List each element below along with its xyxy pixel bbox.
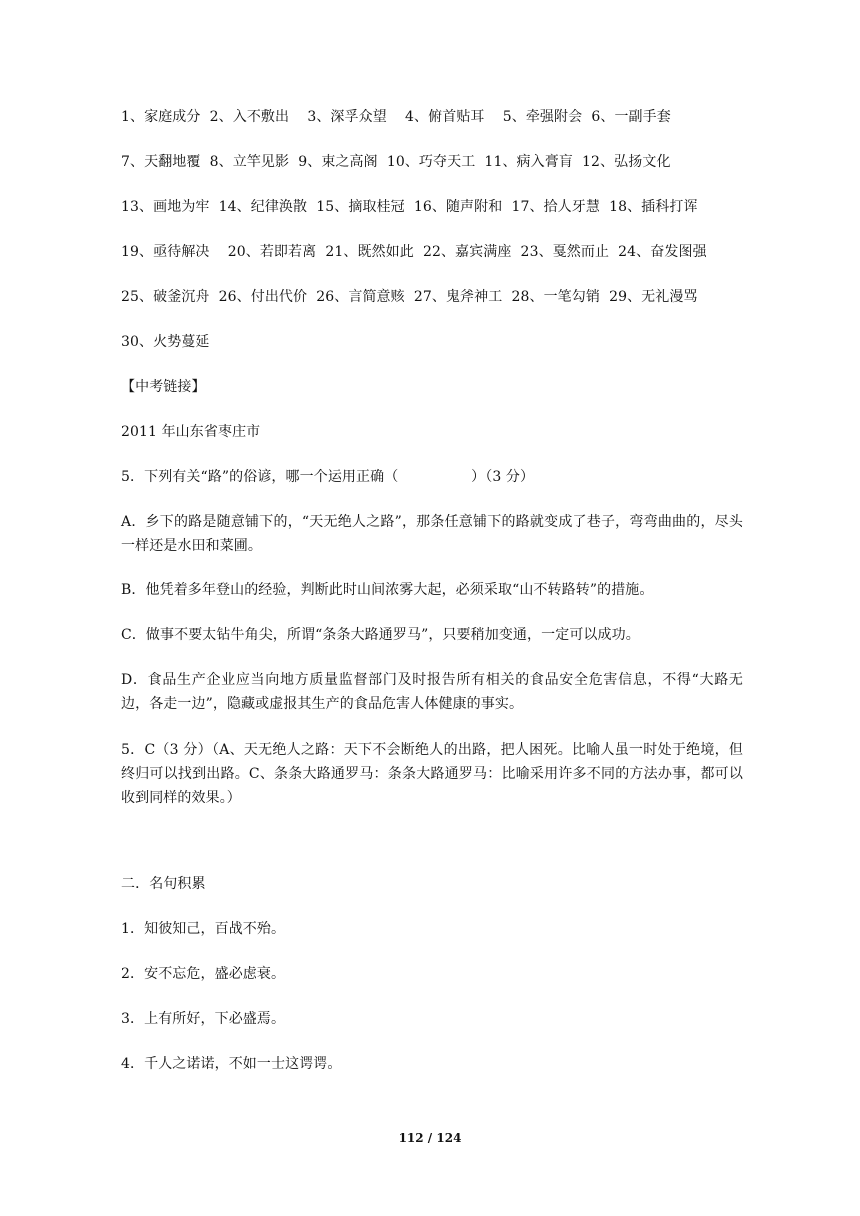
idiom-answer-line-4: 19、亟待解决 20、若即若离 21、既然如此 22、嘉宾满座 23、戛然而止 24、奋发图强 — [121, 244, 707, 260]
quote-item-4: 4．千人之诺诺，不如一士这谔谔。 — [121, 1056, 342, 1072]
option-a: A．乡下的路是随意铺下的，“天无绝人之路”，那条任意铺下的路就变成了巷子，弯弯曲曲的，尽头一样还是水田和菜圃。 — [121, 514, 743, 554]
page-number: 112 / 124 — [398, 1131, 462, 1145]
quote-item-2: 2．安不忘危，盛必虑衰。 — [121, 966, 286, 982]
exam-source: 2011 年山东省枣庄市 — [121, 424, 261, 440]
famous-quotes-heading: 二．名句积累 — [121, 876, 206, 892]
quote-item-1: 1．知彼知己，百战不殆。 — [121, 921, 286, 937]
idiom-answer-line-3: 13、画地为牢 14、纪律涣散 15、摘取桂冠 16、随声附和 17、拾人牙慧 18、插科打诨 — [121, 199, 698, 215]
option-c: C．做事不要太钻牛角尖，所谓“条条大路通罗马”，只要稍加变通，一定可以成功。 — [121, 627, 640, 643]
option-d: D．食品生产企业应当向地方质量监督部门及时报告所有相关的食品安全危害信息，不得“大路无边，各走一边”，隐藏或虚报其生产的食品危害人体健康的事实。 — [121, 672, 743, 712]
idiom-answer-line-6: 30、火势蔓延 — [121, 334, 210, 350]
answer-explanation: 5．C（3 分）（A、天无绝人之路：天下不会断绝人的出路，把人困死。比喻人虽一时处于绝境，但终归可以找到出路。C、条条大路通罗马：条条大路通罗马：比喻采用许多不同的方法办事，都可以收到同样的效果。） — [121, 742, 743, 806]
zhongkao-link-heading: 【中考链接】 — [121, 379, 206, 395]
idiom-answer-line-5: 25、破釜沉舟 26、付出代价 26、言简意赅 27、鬼斧神工 28、一笔勾销 29、无礼漫骂 — [121, 289, 698, 305]
question-text: 5．下列有关“路”的俗谚，哪一个运用正确（ ）（3 分） — [121, 469, 535, 485]
option-b: B．他凭着多年登山的经验，判断此时山间浓雾大起，必须采取“山不转路转”的措施。 — [121, 582, 654, 598]
idiom-answer-line-1: 1、家庭成分 2、入不敷出 3、深孚众望 4、俯首贴耳 5、牵强附会 6、一副手套 — [121, 109, 671, 125]
idiom-answer-line-2: 7、天翻地覆 8、立竿见影 9、束之高阁 10、巧夺天工 11、病入膏肓 12、弘扬文化 — [121, 154, 671, 170]
quote-item-3: 3．上有所好，下必盛焉。 — [121, 1011, 286, 1027]
